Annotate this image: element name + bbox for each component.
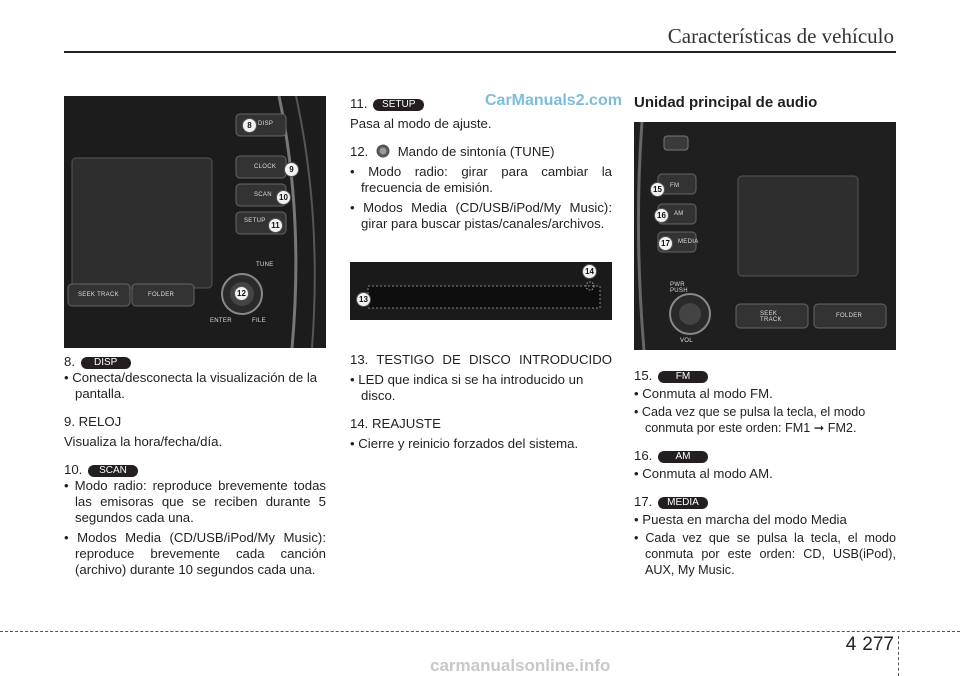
enter-label: ENTER — [210, 318, 232, 324]
callout-badge-16: 16 — [654, 208, 669, 223]
left-column — [64, 354, 326, 578]
seek-track-label: SEEK TRACK — [760, 311, 782, 323]
item-11-number: 11. — [350, 96, 368, 111]
item-12-bullet-1: • Modo radio: girar para cambiar la frecuencia de emisión. — [350, 164, 612, 195]
pwr-push-label: PWR PUSH — [670, 282, 688, 294]
item-11 — [350, 96, 612, 112]
item-14-bullet: • Cierre y reinicio forzados del sistema. — [350, 436, 579, 451]
item-14-title: 14. REAJUSTE — [350, 416, 441, 431]
fm-key-tag: FM — [658, 371, 708, 383]
callout-badge-14: 14 — [582, 264, 597, 279]
item-17 — [634, 494, 896, 510]
item-17-bullet-1: • Puesta en marcha del modo Media — [634, 512, 847, 527]
setup-button-label: SETUP — [244, 218, 266, 224]
folder-label: FOLDER — [148, 292, 175, 298]
item-15 — [634, 368, 896, 384]
item-15-number: 15. — [634, 368, 653, 383]
header-rule — [64, 51, 896, 53]
page-number-divider — [898, 636, 900, 676]
page-number — [846, 634, 894, 656]
item-17-number: 17. — [634, 494, 653, 509]
disc-slot-illustration — [350, 262, 612, 320]
fm-button-label: FM — [670, 183, 680, 189]
radio-panel-illustration — [64, 96, 326, 348]
right-column — [634, 368, 896, 578]
page-number-value: 277 — [862, 634, 894, 655]
item-12-bullet-2: • Modos Media (CD/USB/iPod/My Music): girar para buscar pistas/canales/archivos. — [350, 200, 612, 231]
item-10-bullet-2: • Modos Media (CD/USB/iPod/My Music): reproduce brevemente cada canción (archivo) durante 10 segundos cada una. — [64, 530, 326, 577]
callout-badge-13: 13 — [356, 292, 371, 307]
scan-key-tag: SCAN — [88, 465, 138, 477]
am-button-label: AM — [674, 211, 684, 217]
item-16-number: 16. — [634, 448, 653, 463]
item-12-text: Mando de sintonía (TUNE) — [397, 144, 555, 159]
item-10 — [64, 462, 326, 478]
item-16-bullet: • Conmuta al modo AM. — [634, 466, 773, 481]
item-12 — [350, 144, 612, 160]
item-9-text: Visualiza la hora/fecha/día. — [64, 434, 223, 449]
watermark: CarManuals2.com — [485, 92, 622, 109]
head-unit-photo — [634, 122, 896, 350]
callout-badge-9: 9 — [284, 162, 299, 177]
callout-badge-11: 11 — [268, 218, 283, 233]
callout-badge-15: 15 — [650, 182, 665, 197]
folder-label: FOLDER — [836, 313, 863, 319]
middle-column-lower — [350, 352, 612, 452]
item-13-bullet: • LED que indica si se ha introducido un disco. — [350, 372, 584, 403]
item-9-title: 9. RELOJ — [64, 414, 122, 429]
bottom-watermark: carmanualsonline.info — [430, 656, 611, 675]
scan-button-label: SCAN — [254, 192, 272, 198]
am-key-tag: AM — [658, 451, 708, 463]
item-15-bullet-1: • Conmuta al modo FM. — [634, 386, 773, 401]
callout-badge-10: 10 — [276, 190, 291, 205]
callout-badge-8: 8 — [242, 118, 257, 133]
media-key-tag: MEDIA — [658, 497, 708, 509]
item-10-bullet-1: • Modo radio: reproduce brevemente todas las emisoras que se reciben durante 5 segundos cada una. — [64, 478, 326, 525]
clock-button-label: CLOCK — [254, 164, 277, 170]
seek-track-label: SEEK TRACK — [78, 292, 119, 298]
middle-column — [350, 96, 612, 232]
item-11-text: Pasa al modo de ajuste. — [350, 116, 492, 131]
tune-label: TUNE — [256, 262, 274, 268]
item-16 — [634, 448, 896, 464]
disc-slot-photo — [350, 262, 612, 320]
vol-label: VOL — [680, 338, 693, 344]
callout-badge-12: 12 — [234, 286, 249, 301]
item-8 — [64, 354, 326, 370]
item-10-number: 10. — [64, 462, 83, 477]
file-label: FILE — [252, 318, 266, 324]
setup-key-tag: SETUP — [373, 99, 424, 111]
disp-button-label: DISP — [258, 121, 274, 127]
item-8-number: 8. — [64, 354, 75, 369]
footer-rule — [0, 631, 960, 632]
disp-key-tag: DISP — [81, 357, 131, 369]
tune-knob-icon — [376, 144, 390, 158]
item-17-bullet-2: • Cada vez que se pulsa la tecla, el modo conmuta por este orden: CD, USB(iPod), AUX, My Music. — [634, 531, 896, 577]
item-12-number: 12. — [350, 144, 369, 159]
item-15-bullet-2: • Cada vez que se pulsa la tecla, el modo conmuta por este orden: FM1 ➞ FM2. — [634, 405, 866, 435]
section-heading: Unidad principal de audio — [634, 94, 818, 111]
media-button-label: MEDIA — [678, 239, 699, 245]
running-header: Características de vehículo — [667, 24, 894, 48]
item-13-title: 13. TESTIGO DE DISCO INTRODUCIDO — [350, 352, 612, 367]
callout-badge-17: 17 — [658, 236, 673, 251]
section-number: 4 — [845, 634, 857, 655]
radio-panel-photo-left — [64, 96, 326, 348]
item-8-bullet: • Conecta/desconecta la visualización de la pantalla. — [64, 370, 318, 401]
